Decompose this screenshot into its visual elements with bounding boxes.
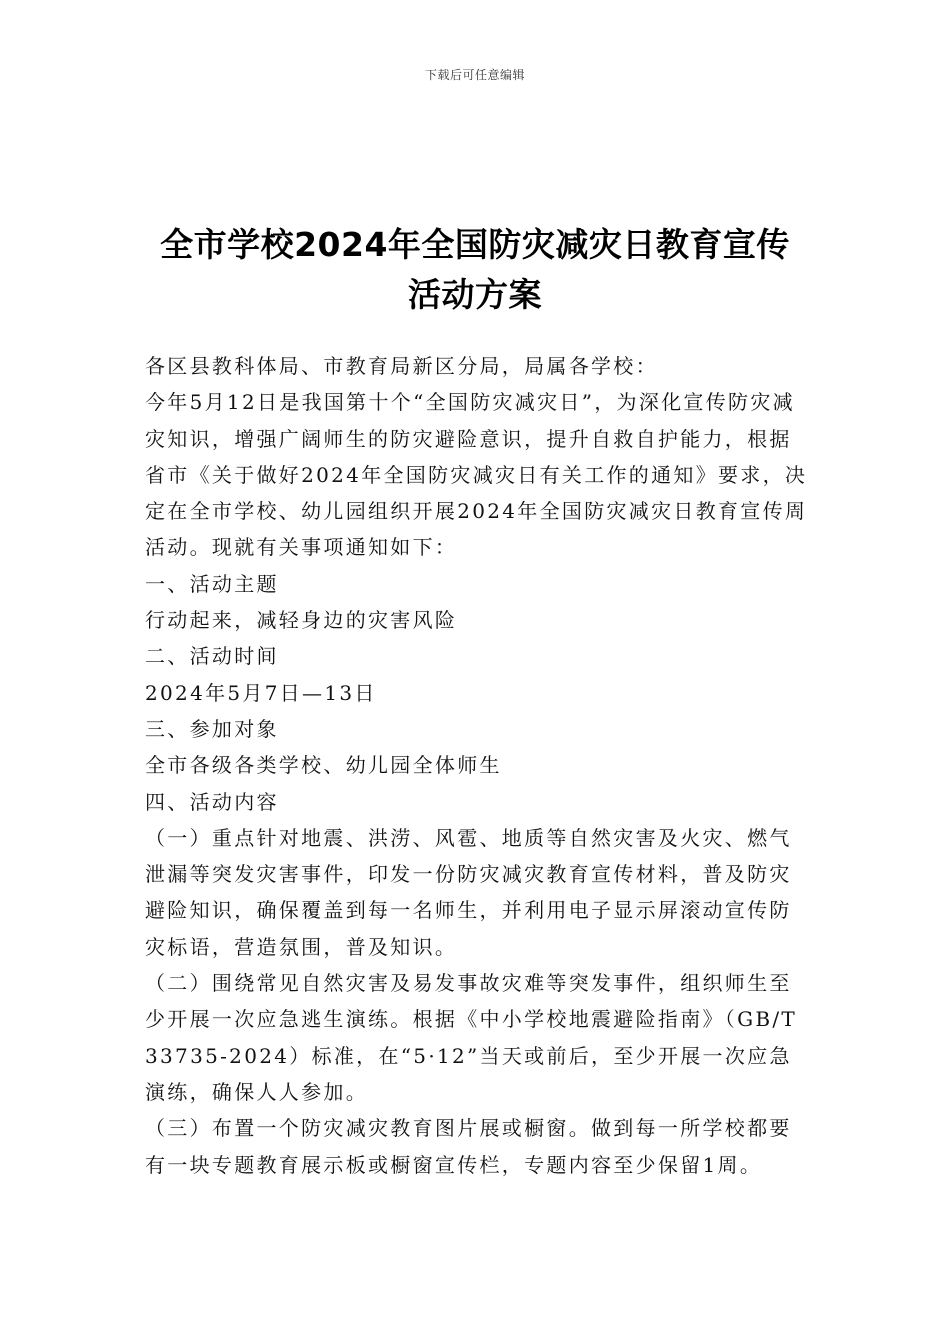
section-heading-participants: 三、参加对象 — [145, 716, 279, 741]
content-item-3: （三）布置一个防灾减灾教育图片展或橱窗。做到每一所学校都要有一块专题教育展示板或橱窗宣传栏，专题内容至少保留1周。 — [145, 1116, 792, 1177]
time-text: 2024年5月7日—13日 — [145, 680, 377, 705]
content-item-1: （一）重点针对地震、洪涝、风雹、地质等自然灾害及火灾、燃气泄漏等突发灾害事件，印发一份防灾减灾教育宣传材料，普及防灾避险知识，确保覆盖到每一名师生，并利用电子显示屏滚动宣传防灾标语，营造氛围，普及知识。 — [145, 825, 792, 959]
title-line-1: 全市学校2024年全国防灾减灾日教育宣传 — [160, 225, 790, 264]
page-header-note: 下载后可任意编辑 — [424, 68, 525, 82]
document-body — [145, 348, 810, 1183]
section-heading-theme: 一、活动主题 — [145, 571, 279, 596]
title-line-2: 活动方案 — [408, 275, 542, 314]
intro-paragraph: 今年5月12日是我国第十个“全国防灾减灾日”，为深化宣传防灾减灾知识，增强广阔师生的防灾避险意识，提升自救自护能力，根据省市《关于做好2024年全国防灾减灾日有关工作的通知》要求，决定在全市学校、幼儿园组织开展2024年全国防灾减灾日教育宣传周活动。现就有关事项通知如下： — [145, 390, 808, 560]
section-heading-time: 二、活动时间 — [145, 644, 279, 669]
content-item-2: （二）围绕常见自然灾害及易发事故灾难等突发事件，组织师生至少开展一次应急逃生演练。根据《中小学校地震避险指南》（GB/T 33735-2024）标准，在“5·12”当天或前后，至少开展一次应急演练，确保人人参加。 — [145, 971, 798, 1104]
document-title — [60, 220, 890, 320]
salutation: 各区县教科体局、市教育局新区分局，局属各学校： — [145, 354, 658, 378]
section-heading-content: 四、活动内容 — [145, 789, 279, 814]
theme-text: 行动起来，减轻身边的灾害风险 — [145, 608, 458, 633]
participants-text: 全市各级各类学校、幼儿园全体师生 — [145, 753, 502, 778]
